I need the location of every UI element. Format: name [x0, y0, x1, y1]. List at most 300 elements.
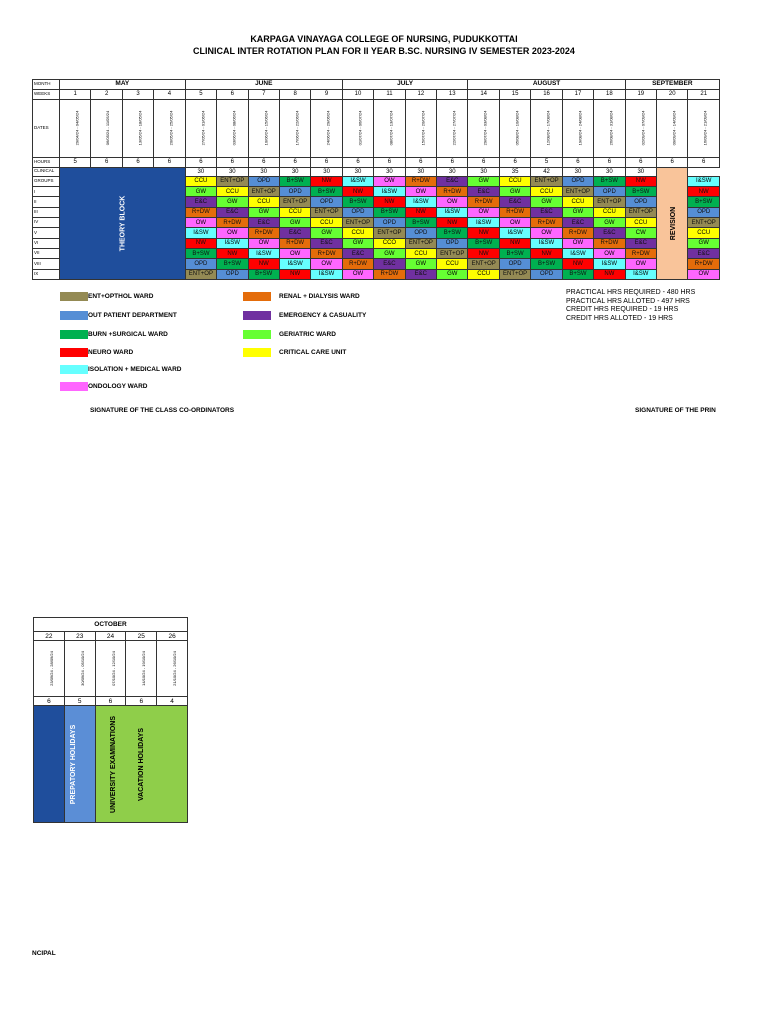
ward-assignment: E&C: [248, 218, 279, 228]
week-hours: 6: [91, 158, 122, 167]
hours-summary-line: CREDIT HRS REQUIRED - 19 HRS: [566, 306, 679, 313]
week-dates: [157, 641, 188, 697]
university-exams-block: [64, 706, 117, 823]
clinical-hours: 30: [342, 167, 373, 176]
ward-assignment: ENT+OP: [594, 197, 625, 207]
ward-assignment: B+SW: [374, 207, 405, 217]
principal-signature: SIGNATURE OF THE PRIN: [635, 407, 716, 414]
week-hours: 6: [342, 158, 373, 167]
legend-label: ONDOLOGY WARD: [88, 383, 148, 390]
hours-summary-line: PRACTICAL HRS ALLOTED - 497 HRS: [566, 297, 690, 305]
week-number: 6: [217, 90, 248, 99]
week-hours: 6: [374, 158, 405, 167]
ward-assignment: E&C: [374, 259, 405, 269]
ward-assignment: OW: [688, 269, 720, 279]
ward-assignment: B+SW: [405, 218, 436, 228]
ward-assignment: ENT+OP: [311, 207, 342, 217]
ward-assignment: OW: [468, 207, 499, 217]
ward-assignment: E&C: [562, 218, 593, 228]
legend-swatch: [60, 382, 88, 391]
group-label: IX: [33, 269, 60, 279]
week-number: 5: [185, 90, 216, 99]
week-number: 13: [437, 90, 468, 99]
clinical-hours: 30: [217, 167, 248, 176]
ward-assignment: R+DW: [279, 238, 310, 248]
ward-assignment: OPD: [562, 176, 593, 186]
legend-swatch: [60, 330, 88, 339]
week-hours: 6: [126, 697, 157, 706]
week-hours: 6: [248, 158, 279, 167]
month-header: JULY: [342, 80, 468, 90]
preparatory-holidays-label: PREPATORY HOLIDAYS: [70, 724, 78, 804]
ward-assignment: OPD: [499, 259, 530, 269]
week-number: 7: [248, 90, 279, 99]
coordinator-signature: SIGNATURE OF THE CLASS CO-ORDINATORS: [90, 407, 235, 414]
week-dates: [248, 99, 279, 158]
date-range: 10/06/24 - 15/06/24: [262, 111, 268, 146]
clinical-hours: 30: [248, 167, 279, 176]
ward-assignment: OPD: [688, 207, 720, 217]
ward-assignment: B+SW: [531, 259, 562, 269]
week-hours: 6: [437, 158, 468, 167]
group-label: GROUPS: [33, 176, 60, 186]
month-header: MAY: [60, 80, 186, 90]
ward-assignment: OW: [499, 218, 530, 228]
week-dates: [594, 99, 625, 158]
legend-label: EMERGENCY & CASUALITY: [279, 312, 367, 319]
ward-assignment: OW: [405, 187, 436, 197]
week-number: 2: [91, 90, 122, 99]
legend-swatch: [60, 348, 88, 357]
vacation-holidays-block: [95, 706, 187, 823]
week-number: 3: [122, 90, 153, 99]
ward-assignment: E&C: [625, 238, 656, 248]
ward-assignment: I&SW: [374, 187, 405, 197]
ward-assignment: GW: [405, 259, 436, 269]
group-label: I: [33, 187, 60, 197]
ward-assignment: OW: [311, 259, 342, 269]
revision-block: [657, 167, 688, 279]
ward-assignment: NW: [374, 197, 405, 207]
date-range: 16/09/24 - 21/09/24: [702, 111, 708, 146]
clinical-hours: 30: [185, 167, 216, 176]
week-hours: 6: [688, 158, 720, 167]
week-dates: [374, 99, 405, 158]
week-dates: [437, 99, 468, 158]
week-dates: [688, 99, 720, 158]
ward-assignment: E&C: [217, 207, 248, 217]
ward-assignment: OW: [625, 259, 656, 269]
date-range: 09/09/24 - 14/09/24: [671, 111, 677, 146]
ward-assignment: B+SW: [594, 176, 625, 186]
week-number: 18: [594, 90, 625, 99]
ward-assignment: ENT+OP: [248, 187, 279, 197]
week-hours: 5: [64, 697, 95, 706]
ward-assignment: ENT+OP: [499, 269, 530, 279]
ward-assignment: I&SW: [499, 228, 530, 238]
legend-swatch: [60, 365, 88, 374]
ward-assignment: E&C: [468, 187, 499, 197]
ward-assignment: I&SW: [625, 269, 656, 279]
week-number: 10: [342, 90, 373, 99]
week-dates: [60, 99, 91, 158]
theory-block: [60, 167, 186, 279]
clinical-hours: 42: [531, 167, 562, 176]
ward-assignment: GW: [437, 269, 468, 279]
ward-assignment: I&SW: [185, 228, 216, 238]
ward-assignment: CCU: [562, 197, 593, 207]
date-range: 24/06/24 - 29/06/24: [325, 111, 331, 146]
month-header: JUNE: [185, 80, 342, 90]
ward-assignment: OW: [185, 218, 216, 228]
date-range: 23/09/24 - 28/09/24: [48, 651, 54, 686]
week-dates: [95, 641, 126, 697]
ward-assignment: OPD: [217, 269, 248, 279]
clinical-hours: 30: [405, 167, 436, 176]
week-number: 4: [154, 90, 185, 99]
ward-assignment: E&C: [437, 176, 468, 186]
ward-assignment: GW: [374, 248, 405, 258]
ward-assignment: OPD: [437, 238, 468, 248]
clinical-hours: 30: [468, 167, 499, 176]
ward-assignment: GW: [279, 218, 310, 228]
legend-swatch: [243, 292, 271, 301]
ward-assignment: GW: [468, 176, 499, 186]
ward-assignment: CCU: [279, 207, 310, 217]
legend-swatch: [243, 348, 271, 357]
week-number: 24: [95, 632, 126, 641]
ward-assignment: I&SW: [562, 248, 593, 258]
ward-assignment: I&SW: [279, 259, 310, 269]
week-dates: [217, 99, 248, 158]
week-number: 9: [311, 90, 342, 99]
week-dates: [126, 641, 157, 697]
group-label: IV: [33, 218, 60, 228]
ward-assignment: GW: [531, 197, 562, 207]
ward-assignment: ENT+OP: [468, 259, 499, 269]
ward-assignment: I&SW: [468, 218, 499, 228]
week-number: 20: [657, 90, 688, 99]
ward-assignment: R+DW: [437, 187, 468, 197]
ward-assignment: OPD: [279, 187, 310, 197]
ward-assignment: OPD: [531, 269, 562, 279]
date-range: 03/06/24 - 08/06/24: [231, 111, 237, 146]
ward-assignment: I&SW: [342, 176, 373, 186]
week-hours: 6: [562, 158, 593, 167]
clinical-hours: 30: [562, 167, 593, 176]
week-hours: 6: [154, 158, 185, 167]
ward-assignment: NW: [468, 228, 499, 238]
ward-assignment: ENT+OP: [625, 207, 656, 217]
date-range: 14/10/24 - 19/10/24: [141, 651, 147, 686]
legend-label: CRITICAL CARE UNIT: [279, 349, 347, 356]
ward-assignment: CCU: [248, 197, 279, 207]
university-exams-label: UNIVERSITY EXAMINATIONS: [109, 715, 117, 813]
ward-assignment: ENT+OP: [688, 218, 720, 228]
ward-assignment: OPD: [405, 228, 436, 238]
week-hours: 6: [279, 158, 310, 167]
week-hours: 6: [95, 697, 126, 706]
ward-assignment: CCU: [217, 187, 248, 197]
clinical-hours: 30: [279, 167, 310, 176]
ward-assignment: NW: [625, 176, 656, 186]
ward-assignment: E&C: [342, 248, 373, 258]
ward-assignment: NW: [499, 238, 530, 248]
ward-assignment: CW: [625, 228, 656, 238]
ward-assignment: NW: [594, 269, 625, 279]
date-range: 05/08/24 - 10/08/24: [514, 111, 520, 146]
week-hours: 4: [157, 697, 188, 706]
ward-assignment: ENT+OP: [437, 248, 468, 258]
week-number: 19: [625, 90, 656, 99]
week-dates: [468, 99, 499, 158]
ward-assignment: GW: [217, 197, 248, 207]
ward-assignment: R+DW: [342, 259, 373, 269]
date-range: 29/07/24 - 03/08/24: [482, 111, 488, 146]
ward-assignment: B+SW: [217, 259, 248, 269]
ward-assignment: R+DW: [374, 269, 405, 279]
ward-assignment: R+DW: [468, 197, 499, 207]
ward-assignment: ENT+OP: [279, 197, 310, 207]
week-dates: [311, 99, 342, 158]
ward-assignment: OPD: [248, 176, 279, 186]
ward-assignment: ENT+OP: [342, 218, 373, 228]
ward-assignment: OPD: [342, 207, 373, 217]
ward-assignment: R+DW: [531, 218, 562, 228]
ward-assignment: CCU: [468, 269, 499, 279]
month-row-label: MONTH: [33, 80, 60, 90]
ward-assignment: CCO: [374, 238, 405, 248]
week-hours: 5: [531, 158, 562, 167]
ward-assignment: E&C: [688, 248, 720, 258]
ward-assignment: B+SW: [562, 269, 593, 279]
ward-assignment: GW: [311, 228, 342, 238]
legend-swatch: [60, 292, 88, 301]
legend-swatch: [243, 330, 271, 339]
ward-assignment: OW: [531, 228, 562, 238]
ward-assignment: E&C: [279, 228, 310, 238]
week-number: 17: [562, 90, 593, 99]
ward-assignment: GW: [185, 187, 216, 197]
college-name: KARPAGA VINAYAGA COLLEGE OF NURSING, PUDUKKOTTAI: [250, 34, 518, 44]
rotation-plan-table: [32, 79, 720, 280]
date-range: 19/08/24 - 24/08/24: [577, 111, 583, 146]
ward-assignment: B+SW: [468, 238, 499, 248]
clinical-hours: 30: [625, 167, 656, 176]
week-dates: [625, 99, 656, 158]
week-dates: [531, 99, 562, 158]
group-label: VI: [33, 238, 60, 248]
ward-assignment: NW: [248, 259, 279, 269]
week-hours: 6: [34, 697, 65, 706]
week-dates: [342, 99, 373, 158]
week-number: 14: [468, 90, 499, 99]
month-header: AUGUST: [468, 80, 625, 90]
ward-assignment: NW: [531, 248, 562, 258]
ward-assignment: CCU: [688, 228, 720, 238]
week-hours: 6: [217, 158, 248, 167]
week-hours: 6: [405, 158, 436, 167]
legend-swatch: [243, 311, 271, 320]
ward-assignment: E&C: [594, 228, 625, 238]
week-number: 15: [499, 90, 530, 99]
ward-assignment: NW: [468, 248, 499, 258]
clinical-hours: 30: [374, 167, 405, 176]
week-number: 16: [531, 90, 562, 99]
week-hours: 6: [185, 158, 216, 167]
week-dates: [154, 99, 185, 158]
ward-assignment: CCU: [437, 259, 468, 269]
week-dates: [91, 99, 122, 158]
ward-assignment: R+DW: [688, 259, 720, 269]
week-number: 23: [64, 632, 95, 641]
ward-assignment: I&SW: [594, 259, 625, 269]
week-dates: [279, 99, 310, 158]
week-hours: 6: [625, 158, 656, 167]
clinical-hours: 30: [594, 167, 625, 176]
date-range: 02/09/24 - 07/09/24: [639, 111, 645, 146]
legend-label: ENT+OPTHOL WARD: [88, 293, 154, 300]
ward-assignment: OPD: [311, 197, 342, 207]
group-label: III: [33, 207, 60, 217]
ward-assignment: CCU: [405, 248, 436, 258]
ward-assignment: OW: [248, 238, 279, 248]
ward-assignment: B+SW: [311, 187, 342, 197]
clinical-hours: 30: [311, 167, 342, 176]
ward-assignment: E&C: [531, 207, 562, 217]
week-hours: 6: [594, 158, 625, 167]
date-range: 01/07/24 - 06/07/24: [357, 111, 363, 146]
ward-assignment: GW: [499, 187, 530, 197]
ward-assignment: R+DW: [405, 176, 436, 186]
ward-assignment: NW: [311, 176, 342, 186]
week-number: 26: [157, 632, 188, 641]
ward-assignment: OW: [594, 248, 625, 258]
legend-label: GERIATRIC WARD: [279, 331, 336, 338]
date-range: 30/09/24 - 05/10/24: [79, 651, 85, 686]
october-month-header: OCTOBER: [34, 618, 188, 632]
clinical-hours: 35: [499, 167, 530, 176]
dates-row-label: DATES: [33, 99, 60, 158]
ward-assignment: CCU: [499, 176, 530, 186]
ward-assignment: NW: [405, 207, 436, 217]
ward-assignment: NW: [562, 259, 593, 269]
ward-assignment: OW: [374, 176, 405, 186]
week-dates: [657, 99, 688, 158]
legend-label: RENAL + DIALYSIS WARD: [279, 293, 360, 300]
revision-label: REVISION: [670, 206, 678, 241]
ward-assignment: E&C: [185, 197, 216, 207]
ward-assignment: GW: [248, 207, 279, 217]
ward-assignment: B+SW: [279, 176, 310, 186]
date-range: 17/06/24 - 22/06/24: [294, 111, 300, 146]
ward-assignment: I&SW: [405, 197, 436, 207]
ward-assignment: GW: [342, 238, 373, 248]
ward-assignment: B+SW: [248, 269, 279, 279]
ward-assignment: E&C: [499, 197, 530, 207]
ward-assignment: CCU: [531, 187, 562, 197]
ward-assignment: GW: [688, 238, 720, 248]
clinical-row-label: CLINICAL: [33, 167, 60, 176]
principal-signature-continued: NCIPAL: [32, 950, 56, 957]
hours-summary-line: PRACTICAL HRS REQUIRED - 480 HRS: [566, 289, 696, 296]
ward-assignment: GW: [562, 207, 593, 217]
ward-assignment: E&C: [311, 238, 342, 248]
ward-assignment: GW: [594, 218, 625, 228]
ward-assignment: NW: [437, 218, 468, 228]
date-range: 13/05/24 - 18/05/24: [137, 111, 143, 146]
week-dates: [185, 99, 216, 158]
week-hours: 6: [468, 158, 499, 167]
legend-label: OUT PATIENT DEPARTMENT: [88, 312, 177, 319]
week-dates: [405, 99, 436, 158]
october-table: [33, 617, 188, 823]
group-label: II: [33, 197, 60, 207]
ward-assignment: R+DW: [562, 228, 593, 238]
date-range: 20/05/24 - 25/05/24: [168, 111, 174, 146]
ward-assignment: OPD: [374, 218, 405, 228]
week-number: 21: [688, 90, 720, 99]
date-range: 12/08/24 - 17/08/24: [545, 111, 551, 146]
ward-assignment: ENT+OP: [185, 269, 216, 279]
week-dates: [64, 641, 95, 697]
ward-assignment: B+SW: [499, 248, 530, 258]
ward-assignment: R+DW: [248, 228, 279, 238]
week-number: 25: [126, 632, 157, 641]
ward-assignment: B+SW: [437, 228, 468, 238]
date-range: 06/05/24 - 11/05/24: [105, 111, 111, 146]
date-range: 27/05/24 - 01/06/24: [200, 111, 206, 146]
ward-assignment: B+SW: [342, 197, 373, 207]
week-number: 12: [405, 90, 436, 99]
ward-assignment: I&SW: [248, 248, 279, 258]
ward-assignment: CCU: [625, 218, 656, 228]
hours-summary-line: CREDIT HRS ALLOTED - 19 HRS: [566, 314, 673, 322]
ward-assignment: OW: [217, 228, 248, 238]
date-range: 29/04/24 - 04/05/24: [74, 111, 80, 146]
ward-assignment: B+SW: [688, 197, 720, 207]
ward-assignment: ENT+OP: [562, 187, 593, 197]
plan-title: CLINICAL INTER ROTATION PLAN FOR II YEAR B.SC. NURSING IV SEMESTER 2023-2024: [193, 46, 575, 56]
ward-assignment: I&SW: [437, 207, 468, 217]
ward-assignment: ENT+OP: [217, 176, 248, 186]
ward-assignment: E&C: [405, 269, 436, 279]
clinical-hours: 30: [437, 167, 468, 176]
ward-assignment: CCU: [342, 228, 373, 238]
week-number: 8: [279, 90, 310, 99]
week-dates: [499, 99, 530, 158]
ward-assignment: CCU: [594, 207, 625, 217]
date-range: 22/07/24 - 27/07/24: [451, 111, 457, 146]
ward-assignment: CCU: [185, 176, 216, 186]
ward-assignment: B+SW: [185, 248, 216, 258]
group-label: V: [33, 228, 60, 238]
ward-assignment: OPD: [625, 197, 656, 207]
group-label: VIII: [33, 259, 60, 269]
ward-assignment: I&SW: [688, 176, 720, 186]
ward-assignment: R+DW: [499, 207, 530, 217]
ward-assignment: ENT+OP: [374, 228, 405, 238]
week-hours: 6: [657, 158, 688, 167]
hours-summary: [566, 289, 695, 323]
ward-assignment: R+DW: [625, 248, 656, 258]
week-hours: 6: [122, 158, 153, 167]
date-range: 07/10/24 - 12/10/24: [110, 651, 116, 686]
date-range: 21/10/24 - 26/10/24: [172, 651, 178, 686]
week-dates: [34, 641, 65, 697]
theory-block-label: THEORY BLOCK: [118, 195, 126, 252]
ward-assignment: NW: [217, 248, 248, 258]
